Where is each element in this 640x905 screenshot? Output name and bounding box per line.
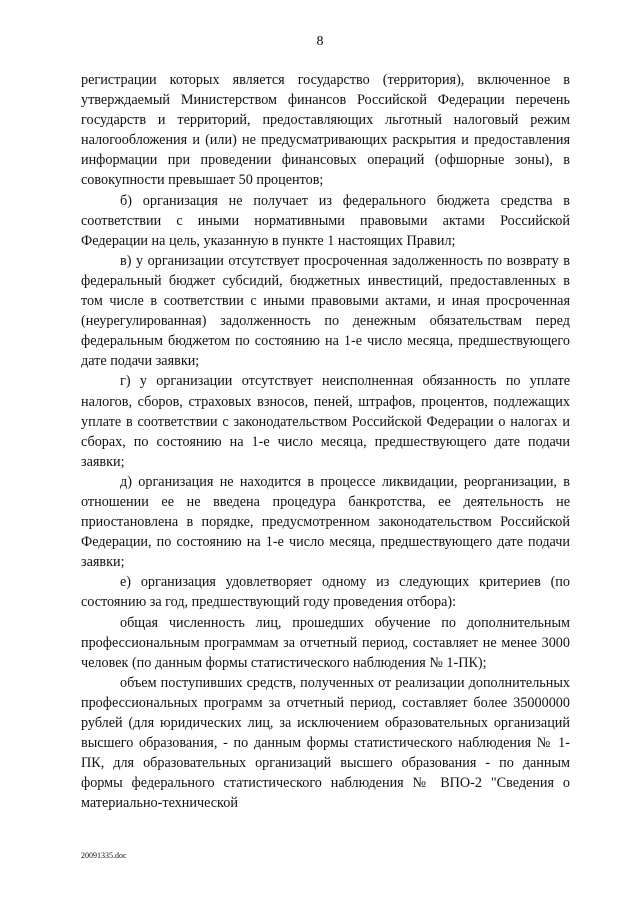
paragraph-v: в) у организации отсутствует просроченная задолженность по возврату в федеральный бюджет субсидий, бюджетных инвестиций, предоставленных в том числе в соответствии с иными правовыми актами, и иная просроченная (неурегулированная) задолженность по денежным обязательствам перед федеральным бюджетом по состоянию на 1-е число месяца, предшествующего дате подачи заявки;	[81, 252, 570, 370]
paragraph-continuation: регистрации которых является государство (территория), включенное в утверждаемый Министерством финансов Российской Федерации перечень государств и территорий, предоставляющих льготный налоговый режим налогообложения и (или) не предусматривающих раскрытия и предоставления информации при проведении финансовых операций (офшорные зоны), в совокупности превышает 50 процентов;	[81, 72, 570, 189]
paragraph-b: б) организация не получает из федерального бюджета средства в соответствии с иными нормативными правовыми актами Российской Федерации на цель, указанную в пункте 1 настоящих Правил;	[81, 192, 570, 249]
criterion-headcount: общая численность лиц, прошедших обучение по дополнительным профессиональным программам за отчетный период, составляет не менее 3000 человек (по данным формы статистического наблюдения № 1-ПК);	[81, 614, 570, 671]
paragraph-e: е) организация удовлетворяет одному из следующих критериев (по состоянию за год, предшествующий году проведения отбора):	[81, 574, 570, 611]
document-body	[81, 70, 570, 813]
criterion-revenue: объем поступивших средств, полученных от реализации дополнительных профессиональных программ за отчетный период, составляет более 35000000 рублей (для юридических лиц, за исключением образовательных организаций высшего образования, - по данным формы статистического наблюдения № 1-ПК, для образовательных организаций высшего образования - по данным формы федерального статистического наблюдения № ВПО-2 "Сведения о материально-технической	[81, 674, 570, 812]
page-number: 8	[316, 34, 324, 49]
file-name-footer: 20091335.doc	[81, 851, 127, 860]
paragraph-d: д) организация не находится в процессе ликвидации, реорганизации, в отношении ее не введена процедура банкротства, ее деятельность не приостановлена в порядке, предусмотренном законодательством Российской Федерации, по состоянию на 1-е число месяца, предшествующего дате подачи заявки;	[81, 473, 570, 571]
paragraph-g: г) у организации отсутствует неисполненная обязанность по уплате налогов, сборов, страховых взносов, пеней, штрафов, процентов, подлежащих уплате в соответствии с законодательством Российской Федерации о налогах и сборах, по состоянию на 1-е число месяца, предшествующего дате подачи заявки;	[81, 373, 570, 470]
